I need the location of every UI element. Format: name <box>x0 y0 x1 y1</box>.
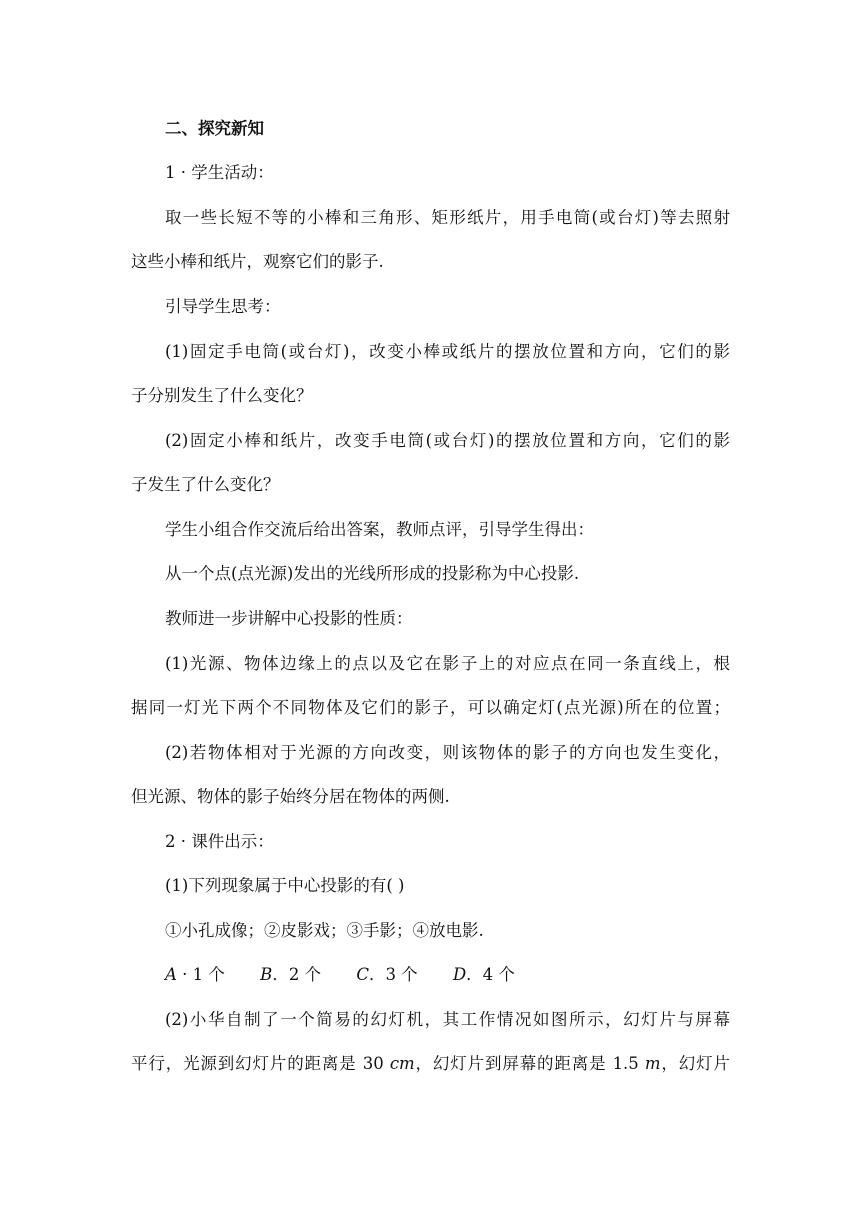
option-separator: · <box>176 965 193 984</box>
property1-line-1: (1)光源、物体边缘上的点以及它在影子上的对应点在同一条直线上，根 <box>165 654 730 673</box>
option-separator: ． <box>466 965 483 984</box>
option-d <box>453 965 515 984</box>
option-text: 2 个 <box>288 965 322 984</box>
question2-line-2: 子发生了什么变化？ <box>131 475 280 494</box>
option-letter: B <box>260 965 273 984</box>
option-text: 3 个 <box>385 965 418 984</box>
activity-line-1: 取一些长短不等的小棒和三角形、矩形纸片，用手电筒(或台灯)等去照射 <box>165 208 730 227</box>
option-separator: ． <box>272 965 289 984</box>
exercise2-text-part2: ，幻灯片到屏幕的距离是 1.5 <box>414 1054 645 1073</box>
option-text: 1 个 <box>192 965 225 984</box>
exercise1-question: (1)下列现象属于中心投影的有( ) <box>165 876 405 895</box>
guide-text: 引导学生思考： <box>165 297 281 316</box>
exercise1-items: ①小孔成像；②皮影戏；③手影；④放电影. <box>165 921 484 940</box>
question2-line-1: (2)固定小棒和纸片，改变手电筒(或台灯)的摆放位置和方向，它们的影 <box>165 431 730 450</box>
option-letter: D <box>452 965 467 984</box>
answer-options <box>165 963 765 987</box>
question1-line-1: (1)固定手电筒(或台灯)，改变小棒或纸片的摆放位置和方向，它们的影 <box>165 342 730 361</box>
option-separator: ． <box>368 965 386 984</box>
exercise2-line-2 <box>131 1052 730 1076</box>
unit-cm: cm <box>389 1054 415 1073</box>
option-b <box>260 965 321 984</box>
section-heading: 二、探究新知 <box>165 119 264 138</box>
item1-title: 1 · 学生活动： <box>165 163 274 182</box>
teacher-text: 教师进一步讲解中心投影的性质： <box>165 609 413 628</box>
question1-line-2: 子分别发生了什么变化？ <box>131 386 313 405</box>
exercise2-text-part3: ，幻灯片 <box>660 1054 730 1073</box>
property2-line-1: (2)若物体相对于光源的方向改变，则该物体的影子的方向也发生变化， <box>165 743 730 762</box>
exercise2-line-1: (2)小华自制了一个简易的幻灯机，其工作情况如图所示，幻灯片与屏幕 <box>165 1010 730 1029</box>
property2-line-2: 但光源、物体的影子始终分居在物体的两侧. <box>131 787 450 806</box>
property1-line-2: 据同一灯光下两个不同物体及它们的影子，可以确定灯(点光源)所在的位置； <box>131 698 730 717</box>
option-c <box>356 965 417 984</box>
option-letter: A <box>165 965 177 984</box>
summary-text: 学生小组合作交流后给出答案，教师点评，引导学生得出： <box>165 520 594 539</box>
option-a <box>165 965 225 984</box>
unit-m: m <box>644 1054 661 1073</box>
activity-line-2: 这些小棒和纸片，观察它们的影子. <box>131 252 384 271</box>
definition-text: 从一个点(点光源)发出的光线所形成的投影称为中心投影. <box>165 564 580 583</box>
option-text: 4 个 <box>482 965 515 984</box>
option-letter: C <box>356 965 369 984</box>
item2-title: 2 · 课件出示： <box>165 832 274 851</box>
exercise2-text-part1: 平行，光源到幻灯片的距离是 30 <box>131 1054 390 1073</box>
